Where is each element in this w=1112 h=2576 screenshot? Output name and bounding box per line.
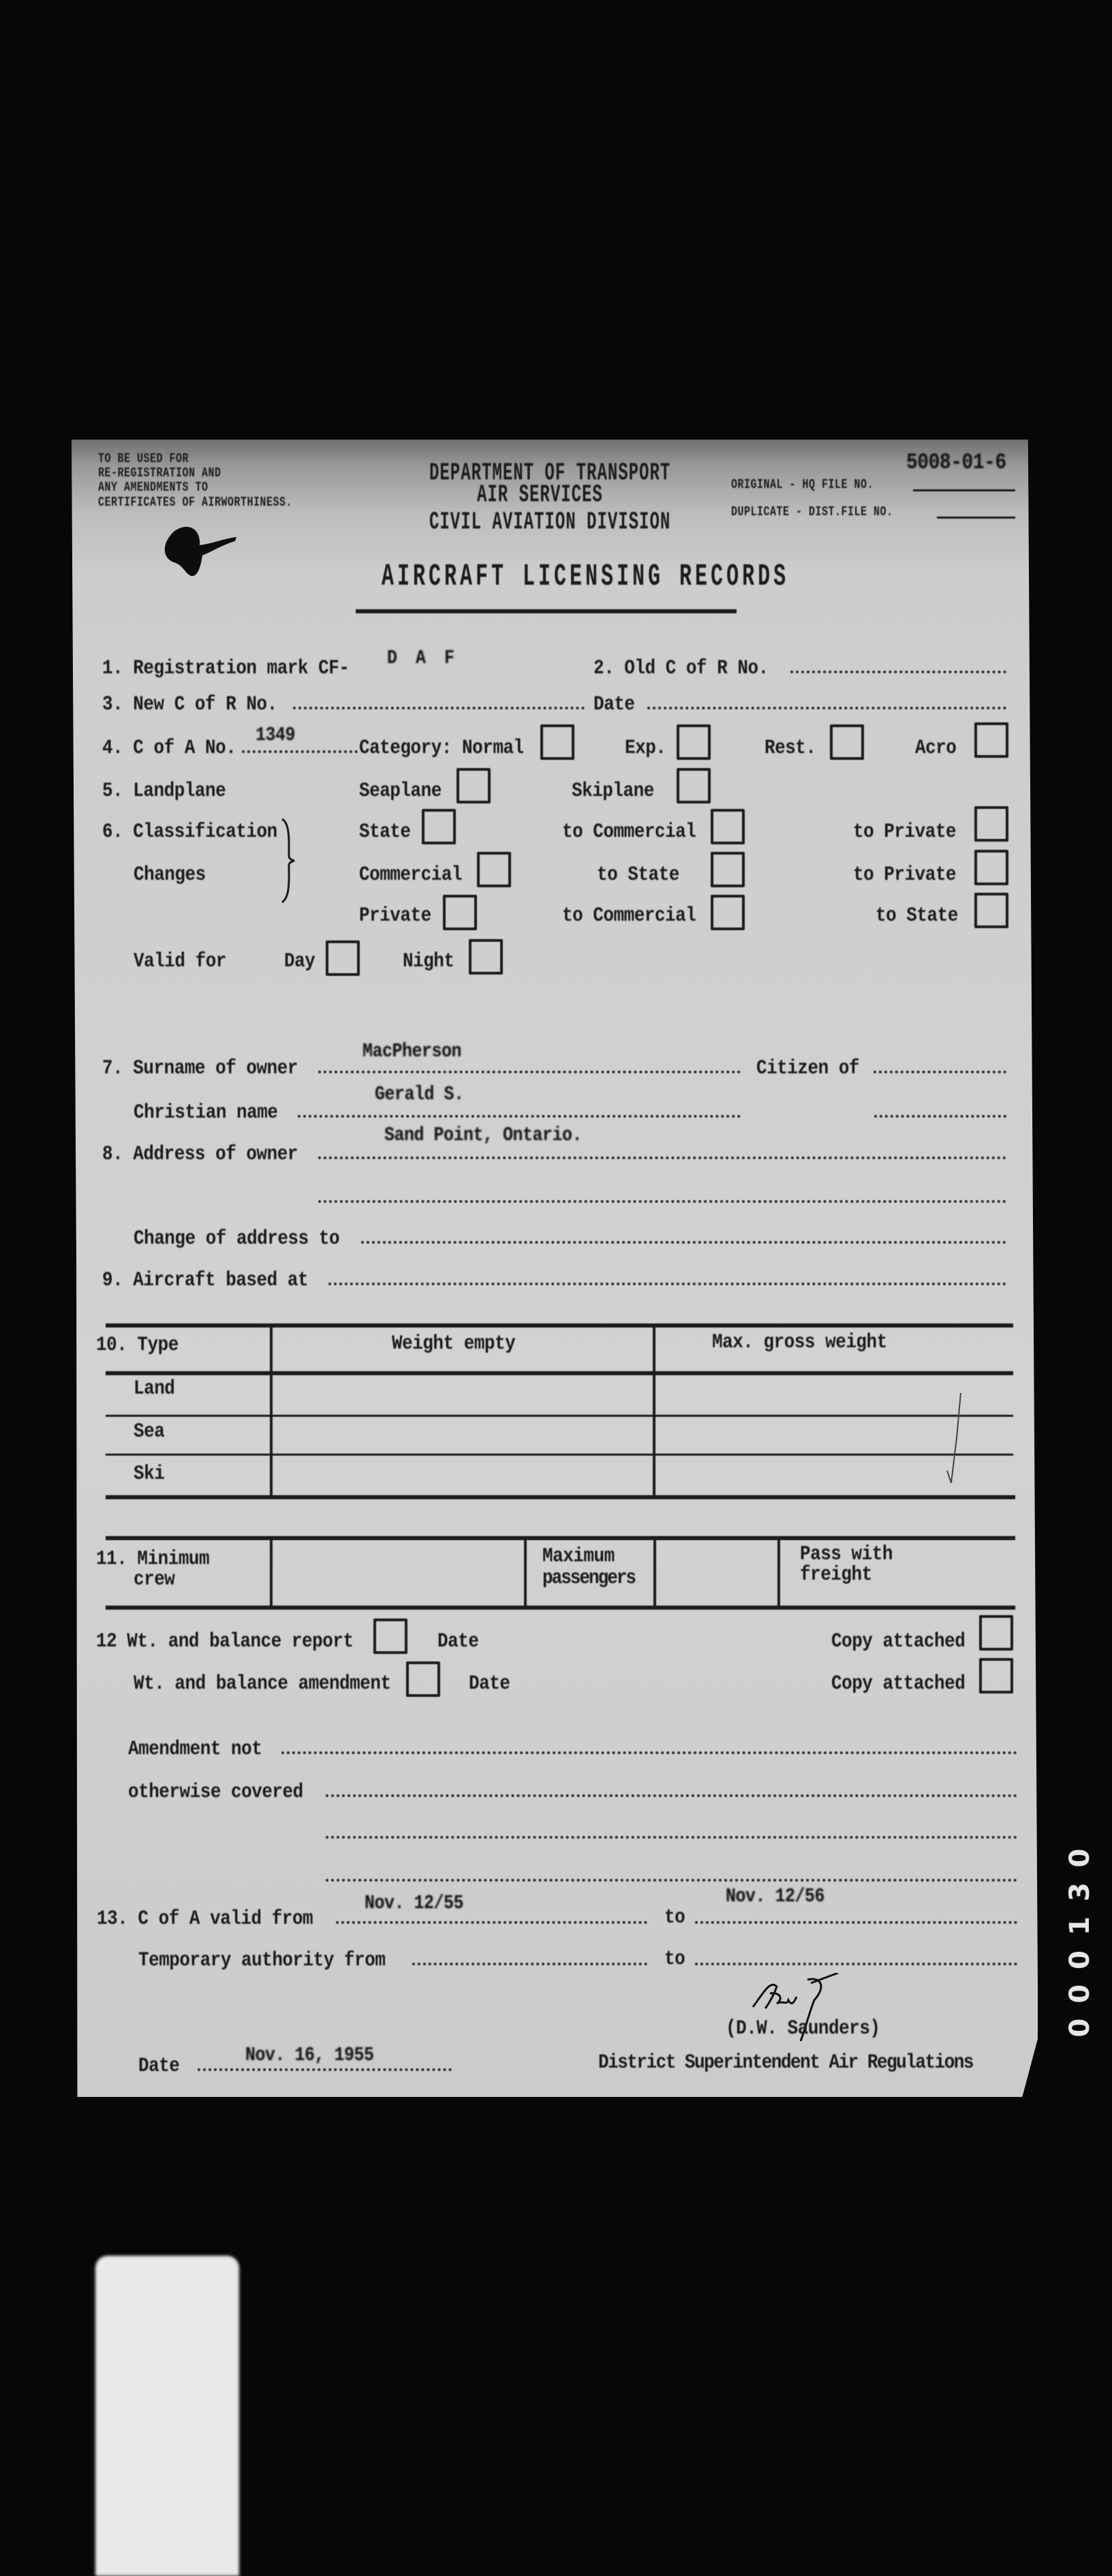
temporary-from-field	[412, 1963, 647, 1965]
otherwise-covered-field	[326, 1794, 1017, 1797]
address-field-2	[318, 1200, 1006, 1203]
table-row-land: Land	[134, 1376, 175, 1400]
old-cofr-field	[790, 671, 1006, 673]
old-cofr-label: 2. Old C of R No.	[593, 656, 769, 680]
address-value: Sand Point, Ontario.	[384, 1123, 583, 1147]
usage-note-line: RE-REGISTRATION AND	[98, 465, 221, 481]
private-to-commercial-label: to Commercial	[562, 903, 696, 927]
day-label: Day	[284, 949, 315, 973]
table-column-divider	[777, 1539, 780, 1607]
frame-number-stamp	[1060, 1813, 1100, 2058]
max-gross-weight-header: Max. gross weight	[712, 1330, 887, 1354]
registration-mark-value: D A F	[387, 646, 459, 670]
otherwise-covered-field-3	[326, 1879, 1017, 1882]
category-acro-checkbox[interactable]	[974, 722, 1008, 758]
amendment-copy-attached-checkbox[interactable]	[979, 1658, 1013, 1693]
cofa-number-label: 4. C of A No.	[102, 735, 236, 760]
original-file-number: 5008-01-6	[906, 450, 1006, 476]
check-mark-icon	[940, 1390, 968, 1486]
balance-report-label: 12 Wt. and balance report	[96, 1629, 354, 1653]
state-to-commercial-checkbox[interactable]	[711, 809, 745, 844]
night-label: Night	[403, 949, 454, 973]
table-column-divider	[653, 1539, 656, 1607]
commercial-to-state-label: to State	[597, 862, 679, 887]
amendment-not-field	[281, 1751, 1017, 1754]
max-passengers-label-2: passengers	[542, 1565, 636, 1590]
usage-note-line: TO BE USED FOR	[98, 451, 189, 467]
address-label: 8. Address of owner	[102, 1141, 298, 1166]
category-rest-checkbox[interactable]	[830, 724, 864, 760]
day-checkbox[interactable]	[326, 940, 360, 976]
balance-amendment-label: Wt. and balance amendment	[134, 1671, 391, 1696]
pass-freight-label-2: freight	[800, 1562, 872, 1586]
landplane-label: 5. Landplane	[102, 778, 226, 803]
changes-label: Changes	[134, 862, 206, 887]
temporary-to-field	[695, 1963, 1017, 1965]
christian-name-value: Gerald S.	[375, 1082, 464, 1106]
christian-name-label: Christian name	[134, 1100, 278, 1124]
table-row-ski: Ski	[134, 1461, 165, 1486]
registration-mark-label: 1. Registration mark CF-	[102, 656, 350, 680]
citizen-field-2	[874, 1115, 1006, 1118]
category-rest-label: Rest.	[764, 735, 816, 760]
weight-empty-header: Weight empty	[392, 1331, 516, 1355]
aircraft-based-field	[328, 1283, 1006, 1285]
signatory-title: District Superintendent Air Regulations	[598, 2050, 973, 2074]
christian-name-field	[298, 1115, 741, 1118]
form-title: AIRCRAFT LICENSING RECORDS	[382, 560, 790, 595]
surname-field	[318, 1071, 741, 1073]
skiplane-checkbox[interactable]	[677, 768, 711, 803]
minimum-crew-label-2: crew	[134, 1567, 175, 1591]
classification-label: 6. Classification	[102, 819, 277, 844]
table-rule	[106, 1371, 1013, 1375]
balance-amendment-checkbox[interactable]	[406, 1661, 440, 1697]
table-rule	[106, 1495, 1015, 1499]
table-column-divider	[270, 1539, 273, 1607]
report-copy-attached-checkbox[interactable]	[979, 1615, 1013, 1651]
temporary-authority-label: Temporary authority from	[138, 1948, 386, 1972]
state-checkbox[interactable]	[422, 809, 456, 844]
report-copy-attached-label: Copy attached	[831, 1629, 966, 1653]
minimum-crew-label: 11. Minimum	[96, 1546, 210, 1571]
table-rule	[106, 1323, 1013, 1328]
category-exp-label: Exp.	[625, 735, 666, 760]
seaplane-label: Seaplane	[359, 778, 442, 803]
ink-blot-mark	[160, 525, 242, 579]
amendment-copy-attached-label: Copy attached	[831, 1671, 966, 1696]
footer-date-value: Nov. 16, 1955	[245, 2043, 374, 2067]
cofa-valid-from-value: Nov. 12/55	[365, 1891, 464, 1915]
commercial-to-state-checkbox[interactable]	[711, 852, 745, 887]
table-row-sea: Sea	[134, 1419, 165, 1443]
change-address-field	[361, 1241, 1006, 1244]
category-normal-checkbox[interactable]	[540, 724, 574, 760]
division-name: CIVIL AVIATION DIVISION	[429, 509, 671, 537]
usage-note-line: ANY AMENDMENTS TO	[98, 480, 208, 495]
seaplane-checkbox[interactable]	[457, 768, 491, 803]
balance-report-checkbox[interactable]	[373, 1619, 407, 1654]
change-address-label: Change of address to	[134, 1226, 340, 1251]
balance-report-date-label: Date	[437, 1629, 479, 1653]
amendment-not-label: Amendment not	[128, 1736, 262, 1761]
otherwise-covered-field-2	[326, 1836, 1017, 1839]
cofa-number-field	[242, 750, 358, 753]
state-to-commercial-label: to Commercial	[562, 819, 696, 844]
original-file-label: ORIGINAL - HQ FILE NO.	[731, 477, 874, 493]
state-label: State	[359, 819, 411, 844]
date-label: Date	[593, 692, 635, 716]
table-column-divider	[653, 1325, 655, 1496]
state-to-private-checkbox[interactable]	[974, 806, 1008, 842]
address-field	[318, 1156, 1006, 1159]
footer-date-label: Date	[138, 2053, 180, 2078]
cofa-valid-to-field	[695, 1921, 1017, 1924]
signatory-name: (D.W. Saunders)	[726, 2016, 880, 2040]
new-cofr-label: 3. New C of R No.	[102, 692, 277, 716]
cofa-valid-from-field	[336, 1921, 647, 1924]
state-to-private-label: to Private	[853, 819, 957, 844]
original-file-line	[913, 489, 1015, 491]
cofa-valid-to-label: to	[664, 1905, 685, 1929]
pass-freight-label: Pass with	[800, 1542, 893, 1566]
private-to-commercial-checkbox[interactable]	[711, 895, 745, 930]
duplicate-file-line	[937, 517, 1015, 519]
otherwise-covered-label: otherwise covered	[128, 1779, 303, 1804]
usage-note-line: CERTIFICATES OF AIRWORTHINESS.	[98, 495, 293, 510]
private-to-state-label: to State	[876, 903, 958, 927]
surname-value: MacPherson	[362, 1039, 462, 1063]
temporary-to-label: to	[664, 1946, 685, 1971]
surname-label: 7. Surname of owner	[102, 1056, 298, 1080]
max-passengers-label: Maximum	[542, 1544, 615, 1568]
commercial-to-private-checkbox[interactable]	[974, 850, 1008, 885]
commercial-label: Commercial	[359, 862, 463, 887]
date-field	[647, 707, 1006, 709]
type-header: 10. Type	[96, 1332, 179, 1357]
category-exp-checkbox[interactable]	[677, 724, 711, 760]
cofa-valid-to-value: Nov. 12/56	[726, 1884, 825, 1908]
footer-date-field	[198, 2068, 452, 2071]
skiplane-label: Skiplane	[572, 778, 654, 803]
night-checkbox[interactable]	[469, 939, 503, 975]
title-underline	[356, 609, 737, 613]
cofa-valid-label: 13. C of A valid from	[97, 1906, 313, 1931]
department-name: DEPARTMENT OF TRANSPORT	[429, 460, 671, 488]
category-normal-label: Category: Normal	[359, 735, 524, 760]
private-checkbox[interactable]	[443, 895, 477, 930]
table-rule	[106, 1536, 1015, 1540]
table-rule	[106, 1606, 1015, 1610]
new-cofr-field	[293, 707, 585, 709]
valid-for-label: Valid for	[134, 949, 226, 973]
citizen-label: Citizen of	[756, 1056, 860, 1080]
film-leader-strip	[95, 2256, 239, 2576]
table-column-divider	[524, 1539, 527, 1607]
duplicate-file-label: DUPLICATE - DIST.FILE NO.	[731, 504, 893, 520]
balance-amendment-date-label: Date	[469, 1671, 510, 1696]
aircraft-based-label: 9. Aircraft based at	[102, 1268, 309, 1292]
table-rule	[106, 1454, 1013, 1456]
brace-icon	[278, 816, 298, 905]
cofa-number-value: 1349	[256, 723, 296, 747]
private-to-state-checkbox[interactable]	[974, 893, 1008, 928]
service-name: AIR SERVICES	[477, 482, 603, 510]
table-rule	[106, 1415, 1013, 1417]
frame-number: 000130	[1064, 1833, 1096, 2038]
private-label: Private	[359, 903, 431, 927]
category-acro-label: Acro	[915, 735, 957, 760]
citizen-field	[874, 1071, 1006, 1073]
commercial-to-private-label: to Private	[853, 862, 957, 887]
table-column-divider	[270, 1325, 273, 1497]
commercial-checkbox[interactable]	[477, 852, 511, 887]
